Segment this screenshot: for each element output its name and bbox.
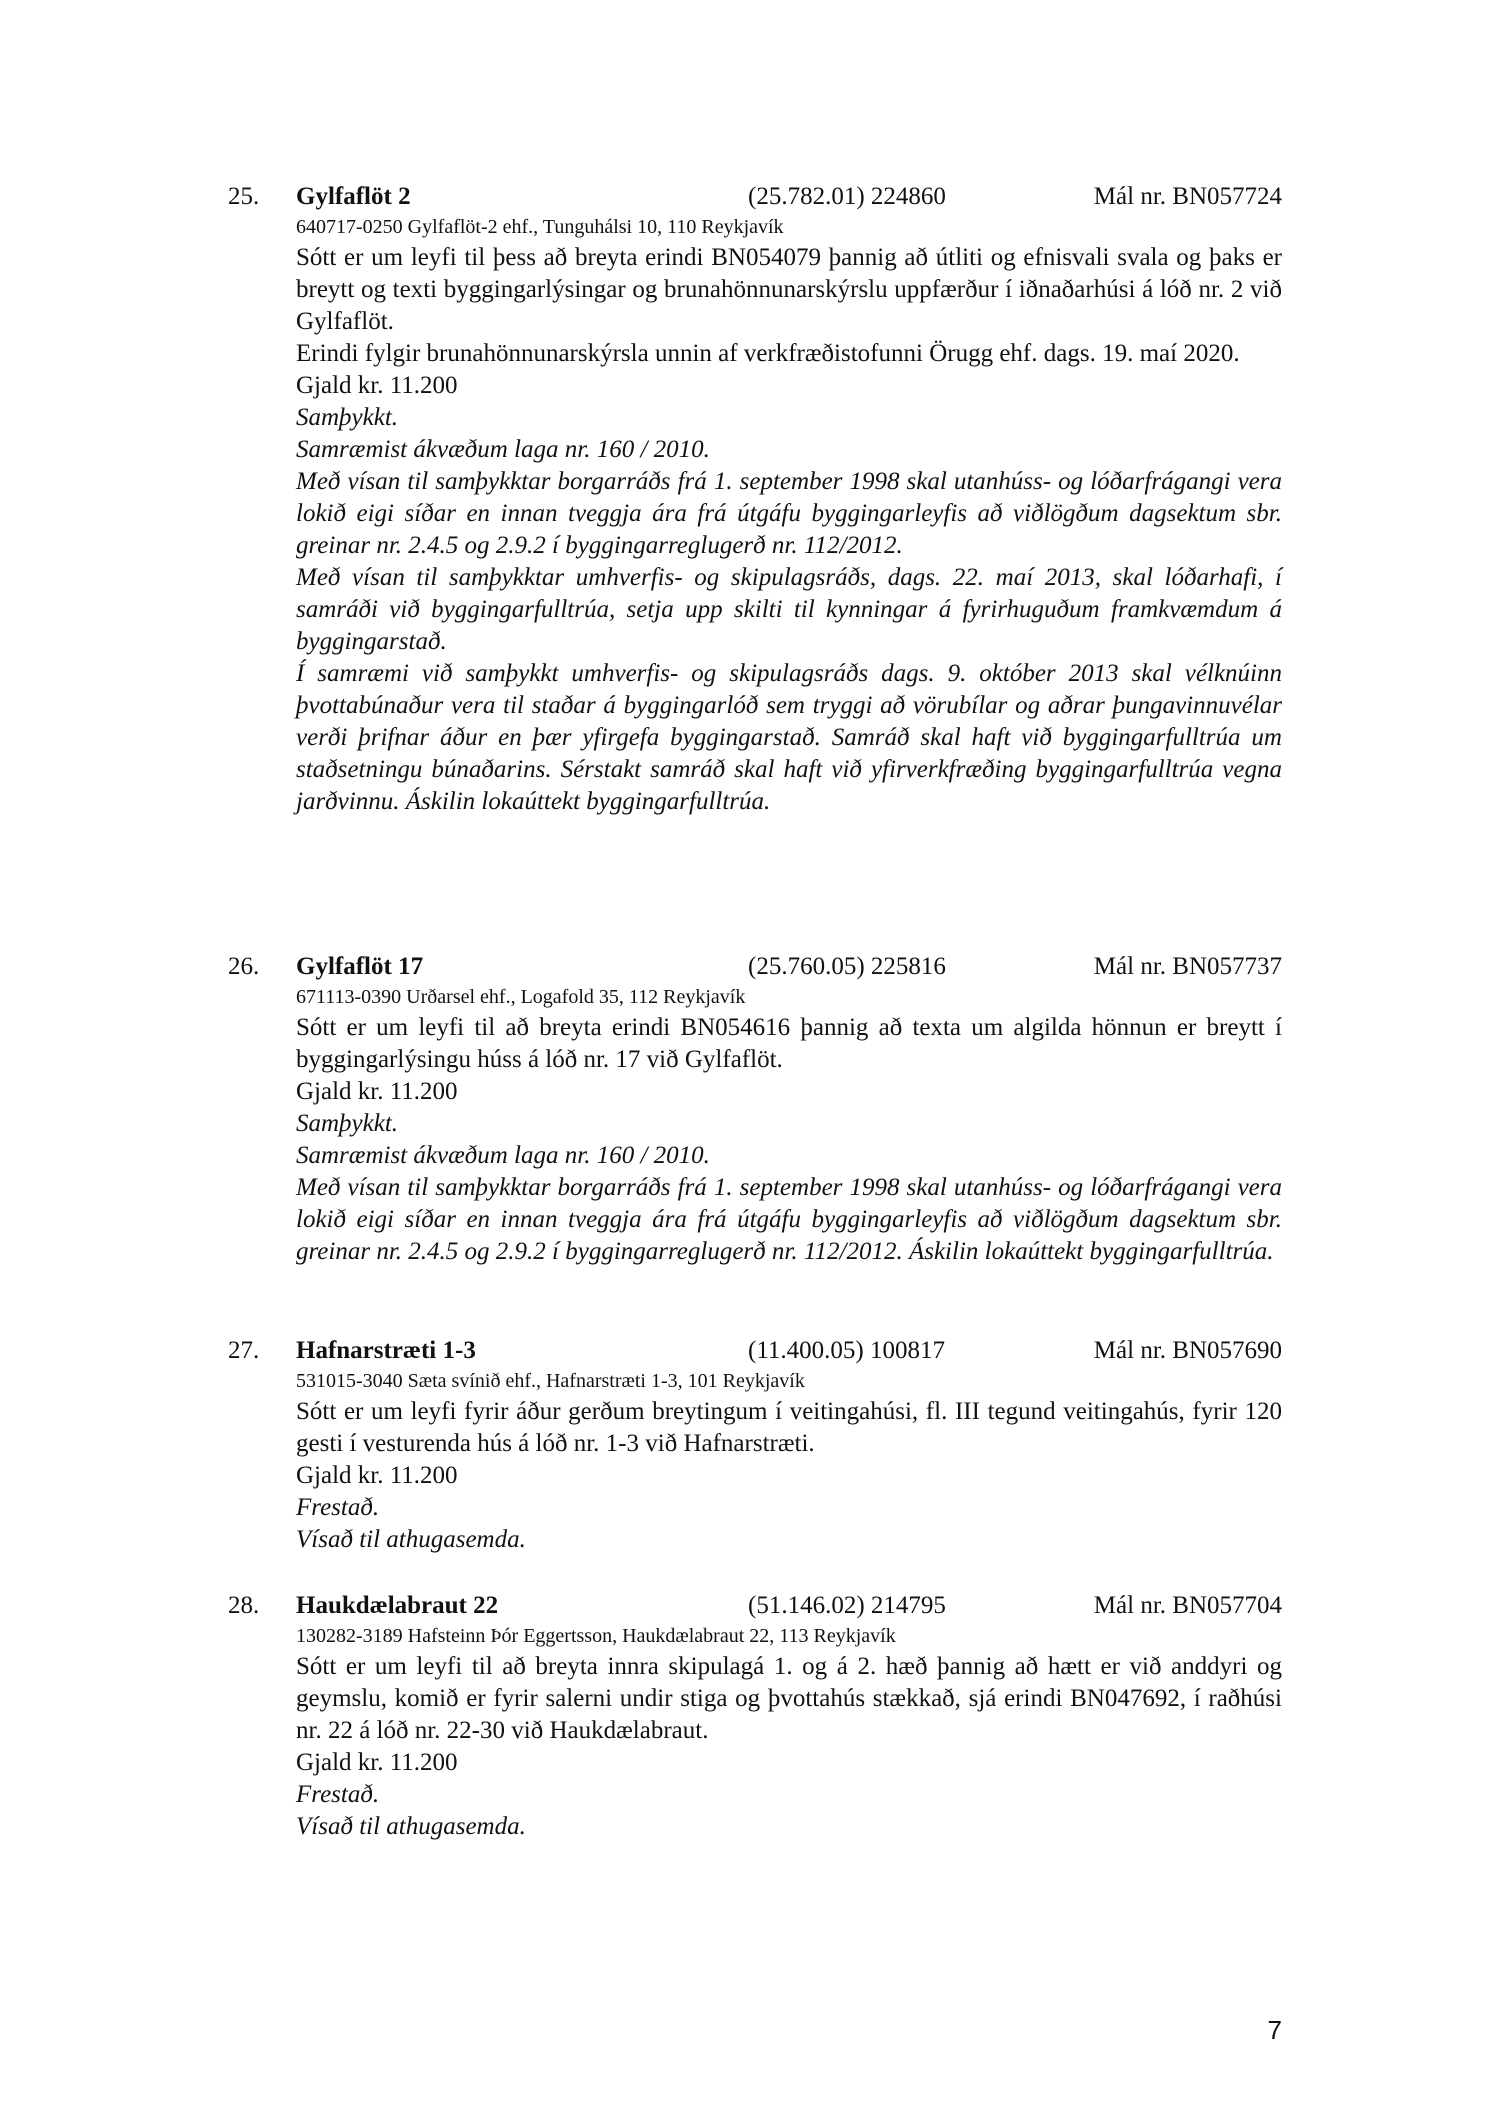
decision: Vísað til athugasemda. bbox=[296, 1526, 526, 1553]
decision: Með vísan til samþykktar borgarráðs frá 1. september 1998 skal utanhúss- og lóðarfrágangi vera lokið eigi síðar en innan tveggja ára frá útgáfu byggingarleyfis að viðlögðum dagsektum sbr. greinar nr. 2.4.5 og 2.9.2 í byggingarreglugerð nr. 112/2012. bbox=[296, 468, 1282, 559]
decision: Með vísan til samþykktar borgarráðs frá 1. september 1998 skal utanhúss- og lóðarfrágangi vera lokið eigi síðar en innan tveggja ára frá útgáfu byggingarleyfis að viðlögðum dagsektum sbr. greinar nr. 2.4.5 og 2.9.2 í byggingarreglugerð nr. 112/2012. Áskilin lokaúttekt byggingarfulltrúa. bbox=[296, 1174, 1282, 1265]
entry-27 bbox=[228, 1334, 1282, 1556]
decision: Frestað. bbox=[296, 1494, 380, 1521]
entry-number: 26. bbox=[228, 953, 260, 980]
entry-number: 28. bbox=[228, 1592, 260, 1619]
entry-number: 25. bbox=[228, 183, 260, 210]
fee: Gjald kr. 11.200 bbox=[296, 1078, 458, 1105]
entry-reference: (51.146.02) 214795 bbox=[748, 1592, 946, 1619]
case-number: Mál nr. BN057690 bbox=[1093, 1337, 1282, 1364]
decision: Samþykkt. bbox=[296, 1110, 399, 1137]
decision: Í samræmi við samþykkt umhverfis- og skipulagsráðs dags. 9. október 2013 skal vélknúinn þvottabúnaður vera til staðar á byggingarlóð sem tryggi að vörubílar og aðrar þungavinnuvélar verði þrifnar áður en þær yfirgefa byggingarstað. Samráð skal haft við byggingarfulltrúa um staðsetningu búnaðarins. Sérstakt samráð skal haft við yfirverkfræðing byggingarfulltrúa vegna jarðvinnu. Áskilin lokaúttekt byggingarfulltrúa. bbox=[296, 660, 1282, 815]
entry-title: Gylfaflöt 2 bbox=[296, 183, 411, 210]
entry-header bbox=[228, 1589, 1282, 1623]
entry-25 bbox=[228, 180, 1282, 818]
decision: Samræmist ákvæðum laga nr. 160 / 2010. bbox=[296, 1142, 710, 1169]
description: Sótt er um leyfi fyrir áður gerðum breytingum í veitingahúsi, fl. III tegund veitingahús, fyrir 120 gesti í vesturenda hús á lóð nr. 1-3 við Hafnarstræti. bbox=[296, 1398, 1282, 1457]
entry-title: Haukdælabraut 22 bbox=[296, 1592, 499, 1619]
entry-body bbox=[296, 214, 1282, 818]
description: Sótt er um leyfi til að breyta innra skipulagá 1. og á 2. hæð þannig að hætt er við anddyri og geymslu, komið er fyrir salerni undir stiga og þvottahús stækkað, sjá erindi BN047692, í raðhúsi nr. 22 á lóð nr. 22-30 við Haukdælabraut. bbox=[296, 1653, 1282, 1744]
fee: Gjald kr. 11.200 bbox=[296, 1462, 458, 1489]
description: Sótt er um leyfi til að breyta erindi BN054616 þannig að texta um algilda hönnun er breytt í byggingarlýsingu húss á lóð nr. 17 við Gylfaflöt. bbox=[296, 1014, 1282, 1073]
decision: Vísað til athugasemda. bbox=[296, 1813, 526, 1840]
entry-header bbox=[228, 950, 1282, 984]
case-number: Mál nr. BN057704 bbox=[1093, 1592, 1282, 1619]
entry-header bbox=[228, 180, 1282, 214]
description: Erindi fylgir brunahönnunarskýrsla unnin af verkfræðistofunni Örugg ehf. dags. 19. maí 2020. bbox=[296, 340, 1240, 367]
applicant: 671113-0390 Urðarsel ehf., Logafold 35, 112 Reykjavík bbox=[296, 986, 746, 1008]
entry-body bbox=[296, 1623, 1282, 1843]
entry-title: Gylfaflöt 17 bbox=[296, 953, 424, 980]
decision: Með vísan til samþykktar umhverfis- og skipulagsráðs, dags. 22. maí 2013, skal lóðarhafi, í samráði við byggingarfulltrúa, setja upp skilti til kynningar á fyrirhuguðum framkvæmdum á byggingarstað. bbox=[296, 564, 1282, 655]
decision: Samþykkt. bbox=[296, 404, 399, 431]
entry-reference: (11.400.05) 100817 bbox=[748, 1337, 945, 1364]
applicant: 130282-3189 Hafsteinn Þór Eggertsson, Haukdælabraut 22, 113 Reykjavík bbox=[296, 1625, 896, 1647]
entry-title: Hafnarstræti 1-3 bbox=[296, 1337, 476, 1364]
decision: Frestað. bbox=[296, 1781, 380, 1808]
entry-body bbox=[296, 984, 1282, 1268]
entry-28 bbox=[228, 1589, 1282, 1843]
entry-header bbox=[228, 1334, 1282, 1368]
fee: Gjald kr. 11.200 bbox=[296, 372, 458, 399]
decision: Samræmist ákvæðum laga nr. 160 / 2010. bbox=[296, 436, 710, 463]
entry-reference: (25.782.01) 224860 bbox=[748, 183, 946, 210]
entry-reference: (25.760.05) 225816 bbox=[748, 953, 946, 980]
entry-body bbox=[296, 1368, 1282, 1556]
page-number: 7 bbox=[1267, 2015, 1282, 2045]
entry-26 bbox=[228, 950, 1282, 1268]
case-number: Mál nr. BN057724 bbox=[1093, 183, 1282, 210]
fee: Gjald kr. 11.200 bbox=[296, 1749, 458, 1776]
case-number: Mál nr. BN057737 bbox=[1093, 953, 1282, 980]
applicant: 531015-3040 Sæta svínið ehf., Hafnarstræti 1-3, 101 Reykjavík bbox=[296, 1370, 805, 1392]
applicant: 640717-0250 Gylfaflöt-2 ehf., Tunguhálsi 10, 110 Reykjavík bbox=[296, 216, 784, 238]
description: Sótt er um leyfi til þess að breyta erindi BN054079 þannig að útliti og efnisvali svala og þaks er breytt og texti byggingarlýsingar og brunahönnunarskýrslu uppfærður í iðnaðarhúsi á lóð nr. 2 við Gylfaflöt. bbox=[296, 244, 1282, 335]
entry-number: 27. bbox=[228, 1337, 260, 1364]
